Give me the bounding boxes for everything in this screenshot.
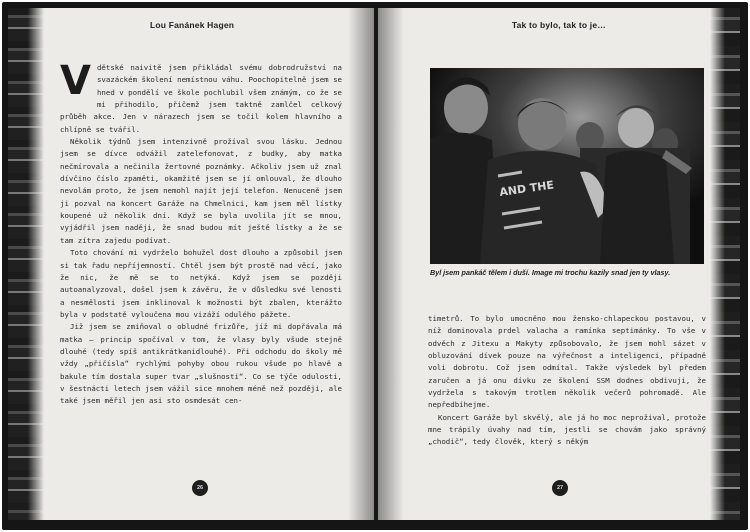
paragraph-5: timetrů. To bylo umocněno mou žensko-chlapeckou postavou, v níž dominovala prdel valacha a ramínka septimánky. To vše v odvěch z Jitexu a Makyty způsobovalo, že jsem mohl sázet v obluzování dívek pouze na výřečnost a inteligenci, případně voli dobrotu. Což jsem odmítal. Takže výsledek byl předem zaručen a já onu dívku ze školení SSM dodnes obdivuji, že vydržela s takovým trotlem několik večerů pohromadě. Ale nepředbíhejme. <box>428 314 706 410</box>
paragraph-3: Toto chování mi vydrželo bohužel dost dlouho a způsobil jsem si tak řadu nepříjemností. Chtěl jsem být prostě nad věcí, jako že nic, že mě se to netýká. Když jsem se později autoanalyzoval, došel jsem k závěru, že v důsledku své lenosti a nesmělosti jsem inklinoval k možnosti být zbalen, kterážto byla v podstatě vyloučena mou vizáží odulého pážete. <box>60 248 342 319</box>
jacket-lettering: AND THE <box>498 178 555 199</box>
grunge-border-right <box>710 8 740 520</box>
open-book <box>2 2 748 530</box>
drop-cap: V <box>60 58 91 104</box>
spine-shadow-left <box>348 8 374 520</box>
running-head-title: Tak to bylo, tak to je… <box>511 20 606 30</box>
photo-illustration <box>430 68 704 264</box>
left-body-text <box>60 58 342 408</box>
left-page <box>8 8 374 520</box>
grunge-border-left <box>8 8 44 520</box>
paragraph-6: Koncert Garáže byl skvělý, ale já ho moc neprožival, protože mne trápily úvahy nad tím, jestli se chovám jako správný „chodič“, tedy člověk, který s někým <box>428 412 706 447</box>
right-page <box>378 8 740 520</box>
running-head-author: Lou Fanánek Hagen <box>150 20 235 30</box>
right-body-text <box>428 313 706 449</box>
paragraph-2: Několik týdnů jsem intenzivně prožíval svou lásku. Jednou jsem se dívce odvážil zatelefonovat, z budky, aby matka nečmírovala a nečinila žertovné poznámky. Ačkoliv jsem už znal dívčino číslo zpaměti, okamžitě jsem se jí omlouval, že dlouho nevolám proto, že jsem nemohl najít její telefon. Nenuceně jsem ji pozval na koncert Garáže na Chmelnici, kam jsem měl lístky koupené už několik dní. Když se byla uvolila jít se mnou, vyjádřil jsem naději, že snad budou mít ještě lístky a že se tam zítra zajedu podívat. <box>60 137 342 245</box>
concert-photo <box>430 68 704 264</box>
page-number-right: 27 <box>552 480 568 496</box>
photo-caption: Byl jsem pankáč tělem i duší. Image mi trochu kazily snad jen ty vlasy. <box>430 268 671 277</box>
paragraph-1: Vdětské naivitě jsem přikládal svému dobrodružství na svazáckém školení nemístnou váhu. Poochopitelně jsem se hned v pondělí ve škole pochlubil všem známým, co že se mi přihodilo, přičemž jsem taktně zamlčel celkový průběh akce. Jen v nárazech jsem se točil kolem hlavního a chlípně se tvářil. <box>60 58 342 134</box>
spine-shadow-right <box>378 8 404 520</box>
paragraph-4: Již jsem se zmiňoval o obludné frizůře, jíž mi dopřávala má matka – princip spočíval v tom, že vlasy byly všude stejně dlouhé (tedy spíš antikrátkanidlouhé). Při odchodu do školy mě vždy „přičísla“ rychlými pohyby obou rukou všude po hlavě a bakule tím dostala super tvar „slušnosti“. Co se týče odulosti, v šestnácti letech jsem vážil sice mnohem méně než později, ale také jsem měřil jen asi sto osmdesát cen- <box>60 322 342 406</box>
page-number-left: 26 <box>192 480 208 496</box>
